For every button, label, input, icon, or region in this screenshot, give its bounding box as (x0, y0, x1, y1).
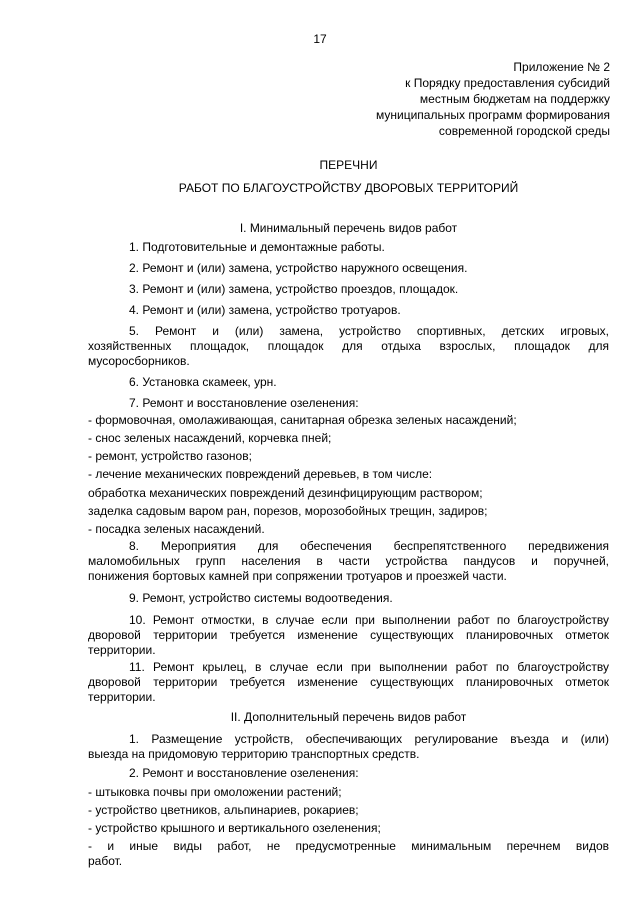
section-1-item-7-sub: - посадка зеленых насаждений. (88, 522, 265, 536)
section-1-heading: I. Минимальный перечень видов работ (239, 221, 458, 235)
paragraph-line: 11. Ремонт крылец, в случае если при выполнении работ по благоустройству (129, 660, 609, 674)
appendix-line: Приложение № 2 (513, 60, 610, 74)
paragraph-line: 5. Ремонт и (или) замена, устройство спортивных, детских игровых, (129, 324, 609, 338)
paragraph-line: хозяйственных площадок, площадок для отдыха взрослых, площадок для (88, 339, 609, 353)
section-1-item-2: 2. Ремонт и (или) замена, устройство наружного освещения. (129, 261, 468, 275)
section-1-item-11 (88, 660, 609, 705)
section-1-item-10 (88, 613, 609, 658)
document-title: ПЕРЕЧНИ (319, 158, 378, 172)
section-2-item-2: 2. Ремонт и восстановление озеленения: (129, 766, 359, 780)
paragraph-line: дворовой территории требуется изменение существующих планировочных отметок (88, 628, 609, 642)
paragraph-line: маломобильных групп населения в части устройства пандусов и поручней, (88, 554, 609, 568)
section-2-item-2-sub: - устройство крышного и вертикального озеленения; (88, 821, 381, 835)
section-1-item-7: 7. Ремонт и восстановление озеленения: (129, 396, 359, 410)
appendix-line: местным бюджетам на поддержку (419, 92, 610, 106)
paragraph-line: работ. (88, 854, 123, 868)
paragraph-line: 1. Размещение устройств, обеспечивающих регулирование въезда и (или) (129, 732, 609, 746)
section-1-item-9: 9. Ремонт, устройство системы водоотведения. (129, 591, 393, 605)
appendix-line: современной городской среды (438, 124, 610, 138)
paragraph-line: дворовой территории требуется изменение существующих планировочных отметок (88, 675, 609, 689)
appendix-line: муниципальных программ формирования (376, 108, 610, 122)
section-1-item-7-sub: - снос зеленых насаждений, корчевка пней; (88, 431, 332, 445)
paragraph-line: - и иные виды работ, не предусмотренные минимальным перечнем видов (88, 839, 609, 853)
section-2-item-1 (88, 732, 609, 762)
paragraph-line: 10. Ремонт отмостки, в случае если при выполнении работ по благоустройству (129, 613, 609, 627)
paragraph-line: территории. (88, 690, 156, 704)
section-1-item-5 (88, 324, 609, 369)
section-1-item-6: 6. Установка скамеек, урн. (129, 375, 277, 389)
appendix-header (376, 59, 610, 139)
section-1-item-8 (88, 539, 609, 584)
section-1-item-3: 3. Ремонт и (или) замена, устройство проездов, площадок. (129, 282, 459, 296)
paragraph-line: территории. (88, 643, 156, 657)
section-1-item-4: 4. Ремонт и (или) замена, устройство тротуаров. (129, 303, 401, 317)
page-number: 17 (313, 32, 327, 46)
section-2-item-2-sub: - устройство цветников, альпинариев, рокариев; (88, 803, 359, 817)
section-1-item-1: 1. Подготовительные и демонтажные работы. (129, 240, 385, 254)
section-2-item-2-sub: - штыковка почвы при омоложении растений; (88, 785, 342, 799)
section-1-item-7-sub: обработка механических повреждений дезинфицирующим раствором; (88, 486, 483, 500)
paragraph-line: понижения бортовых камней при сопряжении тротуаров и проезжей части. (88, 569, 507, 583)
section-1-item-7-sub: - формовочная, омолаживающая, санитарная обрезка зеленых насаждений; (88, 413, 517, 427)
document-subtitle: РАБОТ ПО БЛАГОУСТРОЙСТВУ ДВОРОВЫХ ТЕРРИТОРИЙ (178, 181, 519, 195)
section-2-item-2-sub (88, 839, 609, 869)
section-2-heading: II. Дополнительный перечень видов работ (230, 710, 467, 724)
paragraph-line: мусоросборников. (88, 354, 190, 368)
paragraph-line: 8. Мероприятия для обеспечения беспрепятственного передвижения (129, 539, 609, 553)
paragraph-line: выезда на придомовую территорию транспортных средств. (88, 747, 420, 761)
section-1-item-7-sub: - лечение механических повреждений деревьев, в том числе: (88, 467, 433, 481)
section-1-item-7-sub: заделка садовым варом ран, порезов, морозобойных трещин, задиров; (88, 504, 488, 518)
section-1-item-7-sub: - ремонт, устройство газонов; (88, 449, 252, 463)
appendix-line: к Порядку предоставления субсидий (405, 76, 610, 90)
